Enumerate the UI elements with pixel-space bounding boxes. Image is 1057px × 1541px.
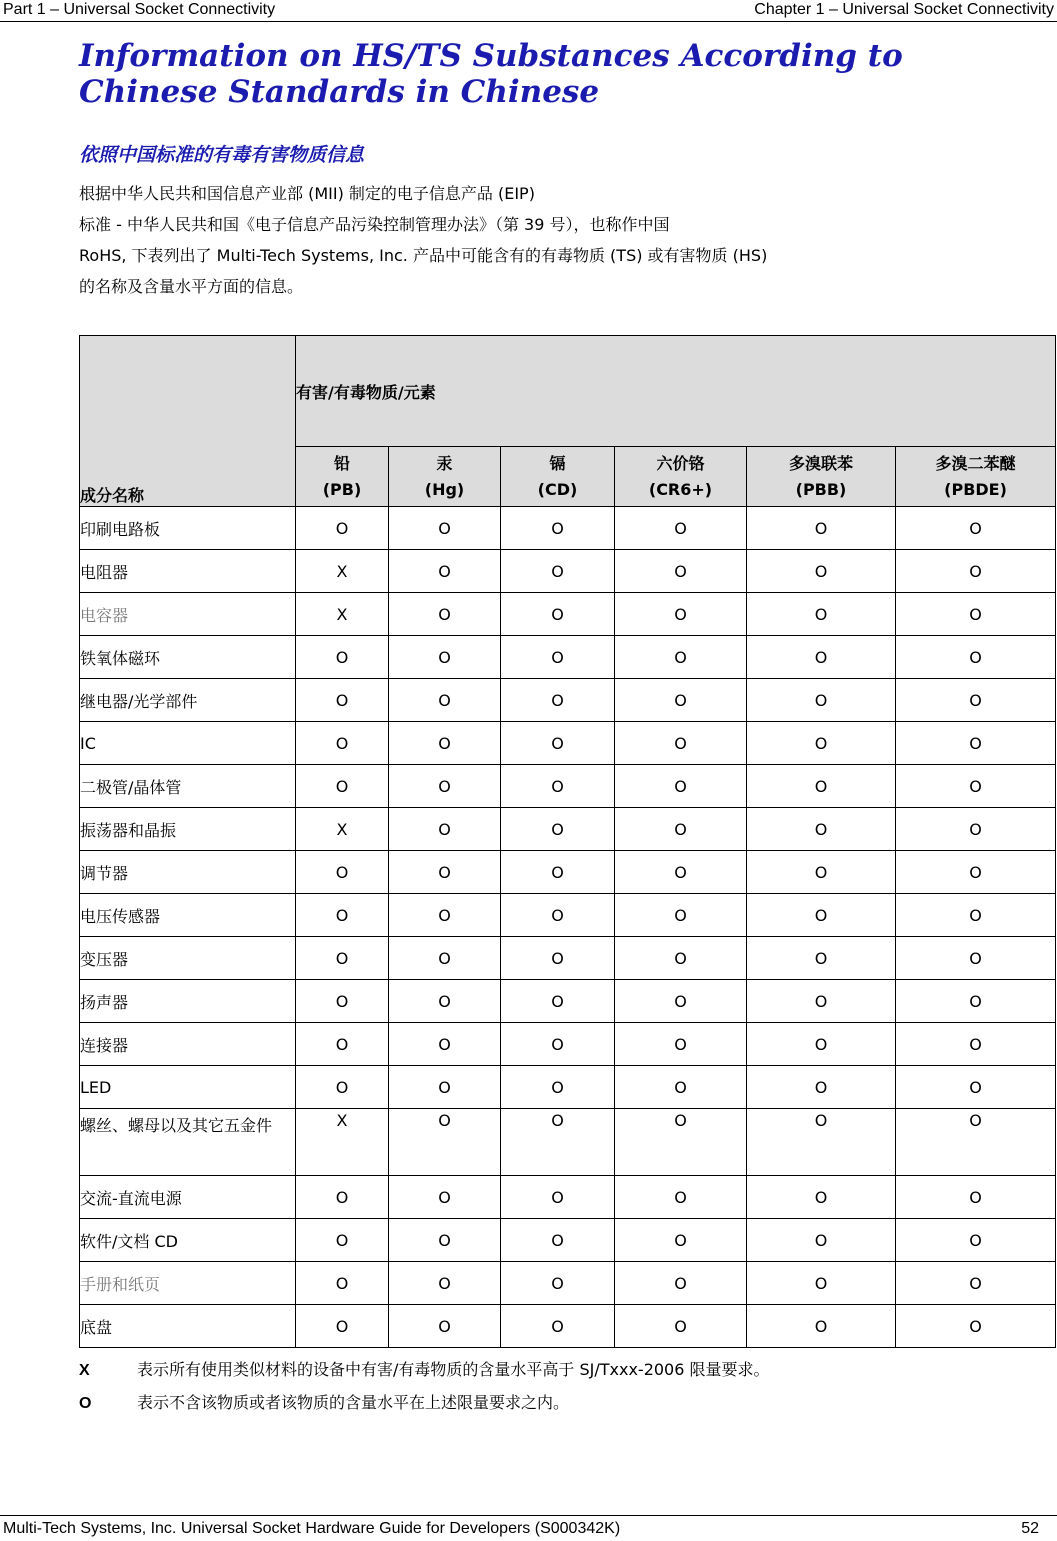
substance-value: O [615, 507, 747, 550]
substance-value: O [389, 1262, 501, 1305]
substance-value: O [501, 894, 615, 937]
element-header [896, 447, 1056, 507]
substance-value: O [501, 1176, 615, 1219]
substance-value: O [896, 1219, 1056, 1262]
substance-value: O [747, 808, 896, 851]
component-name: 手册和纸页 [80, 1262, 296, 1305]
substance-value: O [747, 722, 896, 765]
intro-line: 的名称及含量水平方面的信息。 [79, 277, 304, 296]
substance-value: O [896, 550, 1056, 593]
substance-value: O [896, 722, 1056, 765]
substance-value: O [896, 507, 1056, 550]
component-name: IC [80, 722, 296, 765]
table-row [80, 1262, 1056, 1305]
table-row [80, 1176, 1056, 1219]
component-name: 二极管/晶体管 [80, 765, 296, 808]
element-symbol: (CR6+) [648, 479, 713, 499]
substance-value: O [501, 636, 615, 679]
page-number: 52 [1021, 1520, 1039, 1537]
substance-value: O [615, 1305, 747, 1348]
component-name: 调节器 [80, 851, 296, 894]
table-row [80, 980, 1056, 1023]
element-symbol: (Hg) [424, 479, 465, 499]
element-header [389, 447, 501, 507]
substance-value: O [389, 1305, 501, 1348]
substance-value: O [615, 1109, 747, 1176]
substance-value: O [501, 937, 615, 980]
component-name: 变压器 [80, 937, 296, 980]
substance-value: O [389, 550, 501, 593]
substance-value: O [389, 980, 501, 1023]
element-header [501, 447, 615, 507]
substance-value: O [501, 1066, 615, 1109]
element-name: 六价铬 [656, 453, 705, 473]
intro-line: RoHS, 下表列出了 Multi-Tech Systems, Inc. 产品中可能含有的有毒物质 (TS) 或有害物质 (HS) [79, 246, 768, 265]
substance-value: O [501, 593, 615, 636]
element-header [747, 447, 896, 507]
substance-value: O [296, 1262, 389, 1305]
substance-value: O [747, 937, 896, 980]
substance-value: O [389, 851, 501, 894]
table-row [80, 507, 1056, 550]
substance-value: O [747, 593, 896, 636]
legend [79, 1353, 770, 1419]
substance-value: O [296, 507, 389, 550]
substance-value: O [896, 1305, 1056, 1348]
substance-value: O [296, 851, 389, 894]
substance-value: O [389, 1219, 501, 1262]
component-name: 振荡器和晶振 [80, 808, 296, 851]
substance-value: O [296, 1023, 389, 1066]
substance-value: O [501, 507, 615, 550]
component-name: 螺丝、螺母以及其它五金件 [80, 1109, 296, 1176]
substance-value: O [389, 894, 501, 937]
substance-value: O [747, 1109, 896, 1176]
element-header [296, 447, 389, 507]
substance-value: O [296, 980, 389, 1023]
substance-value: O [296, 765, 389, 808]
substance-value: O [615, 1066, 747, 1109]
substance-value: O [501, 980, 615, 1023]
table-row [80, 808, 1056, 851]
legend-symbol: O [79, 1395, 92, 1412]
element-name: 铅 [333, 453, 350, 473]
element-symbol: (PBDE) [944, 479, 1007, 499]
substance-value: O [896, 980, 1056, 1023]
substance-value: O [389, 593, 501, 636]
table-row [80, 937, 1056, 980]
component-name: 扬声器 [80, 980, 296, 1023]
substance-value: O [747, 636, 896, 679]
component-name: 软件/文档 CD [80, 1219, 296, 1262]
table-row [80, 1066, 1056, 1109]
table-row [80, 1219, 1056, 1262]
substance-value: O [747, 980, 896, 1023]
substance-value: O [896, 636, 1056, 679]
substance-value: O [389, 1176, 501, 1219]
substance-value: O [296, 1066, 389, 1109]
substance-value: O [615, 980, 747, 1023]
element-name: 汞 [436, 453, 453, 473]
header-part-title: Part 1 – Universal Socket Connectivity [3, 1, 276, 18]
substance-value: O [389, 1023, 501, 1066]
legend-symbol: X [79, 1362, 90, 1379]
table-row [80, 894, 1056, 937]
element-name: 镉 [549, 453, 566, 473]
substance-value: O [896, 1109, 1056, 1176]
page-header [0, 0, 1057, 22]
substance-value: O [389, 636, 501, 679]
substance-value: O [615, 808, 747, 851]
substance-value: O [896, 593, 1056, 636]
page-title: Information on HS/TS Substances According to Chinese Standards in Chinese [79, 38, 903, 110]
page-footer [0, 1515, 1057, 1541]
substance-group-header: 有害/有毒物质/元素 [296, 336, 1056, 447]
element-symbol: (CD) [537, 479, 578, 499]
substance-value: O [896, 808, 1056, 851]
component-name-header: 成分名称 [80, 336, 296, 507]
component-name: 电压传感器 [80, 894, 296, 937]
table-row [80, 851, 1056, 894]
substance-value: O [896, 937, 1056, 980]
component-name: 印刷电路板 [80, 507, 296, 550]
substance-value: O [389, 808, 501, 851]
element-symbol: (PBB) [795, 479, 847, 499]
footer-document-title: Multi-Tech Systems, Inc. Universal Socket Hardware Guide for Developers (S000342K) [3, 1520, 621, 1537]
substance-value: O [747, 1262, 896, 1305]
substance-value: X [296, 593, 389, 636]
substance-value: O [296, 1305, 389, 1348]
table-row [80, 1109, 1056, 1176]
component-name: 继电器/光学部件 [80, 679, 296, 722]
substance-value: O [296, 679, 389, 722]
legend-text: 表示不含该物质或者该物质的含量水平在上述限量要求之内。 [137, 1393, 570, 1412]
substance-value: O [296, 1219, 389, 1262]
substance-value: O [501, 1219, 615, 1262]
component-name: LED [80, 1066, 296, 1109]
substance-value: O [501, 808, 615, 851]
substance-value: O [389, 722, 501, 765]
substance-value: O [896, 1066, 1056, 1109]
substance-value: O [615, 765, 747, 808]
substance-value: O [896, 894, 1056, 937]
substance-value: X [296, 808, 389, 851]
substance-value: O [389, 1066, 501, 1109]
substance-value: O [615, 679, 747, 722]
substance-value: O [389, 765, 501, 808]
substance-value: O [501, 550, 615, 593]
substance-value: O [747, 1176, 896, 1219]
table-row [80, 765, 1056, 808]
element-header [615, 447, 747, 507]
substance-value: O [501, 679, 615, 722]
substance-value: O [501, 1305, 615, 1348]
component-name: 电容器 [80, 593, 296, 636]
substance-value: O [296, 636, 389, 679]
substance-value: O [615, 851, 747, 894]
table-row [80, 679, 1056, 722]
substance-value: O [896, 765, 1056, 808]
substance-value: O [896, 851, 1056, 894]
substance-value: O [896, 1262, 1056, 1305]
table-row [80, 593, 1056, 636]
substance-value: O [501, 722, 615, 765]
substance-value: O [747, 1023, 896, 1066]
element-symbol: (PB) [322, 479, 362, 499]
element-name: 多溴二苯醚 [935, 453, 1016, 473]
substance-value: O [615, 593, 747, 636]
substance-value: O [896, 1176, 1056, 1219]
substance-value: O [501, 1023, 615, 1066]
substance-value: O [896, 679, 1056, 722]
legend-item-x [79, 1353, 770, 1386]
substance-value: O [747, 765, 896, 808]
table-row [80, 722, 1056, 765]
substance-value: O [747, 894, 896, 937]
substance-value: O [501, 1262, 615, 1305]
substance-value: O [296, 894, 389, 937]
intro-line: 根据中华人民共和国信息产业部 (MII) 制定的电子信息产品 (EIP) [79, 184, 535, 203]
substance-value: O [615, 894, 747, 937]
substance-value: O [896, 1023, 1056, 1066]
substance-value: X [296, 550, 389, 593]
intro-paragraph [79, 178, 1029, 302]
substance-value: O [615, 1176, 747, 1219]
substance-value: O [615, 937, 747, 980]
substance-value: O [615, 1023, 747, 1066]
substance-value: O [389, 679, 501, 722]
substance-value: O [615, 1219, 747, 1262]
component-name: 电阻器 [80, 550, 296, 593]
substance-value: O [747, 679, 896, 722]
substance-value: O [389, 937, 501, 980]
chinese-subtitle: 依照中国标准的有毒有害物质信息 [79, 144, 365, 166]
substance-value: O [615, 636, 747, 679]
intro-line: 标准 - 中华人民共和国《电子信息产品污染控制管理办法》（第 39 号），也称作中国 [79, 215, 670, 234]
substance-value: O [747, 851, 896, 894]
substance-value: O [296, 722, 389, 765]
table-row [80, 1305, 1056, 1348]
substance-value: O [747, 1066, 896, 1109]
component-name: 铁氧体磁环 [80, 636, 296, 679]
header-chapter-title: Chapter 1 – Universal Socket Connectivity [754, 1, 1054, 18]
substance-value: O [615, 1262, 747, 1305]
substance-value: O [747, 507, 896, 550]
substance-value: O [747, 1219, 896, 1262]
substance-table-body [80, 507, 1056, 1348]
substance-value: O [747, 1305, 896, 1348]
substance-value: O [296, 937, 389, 980]
substance-value: O [389, 1109, 501, 1176]
substance-value: O [501, 851, 615, 894]
substance-value: O [615, 550, 747, 593]
table-row [80, 550, 1056, 593]
substance-value: X [296, 1109, 389, 1176]
component-name: 交流-直流电源 [80, 1176, 296, 1219]
table-row [80, 636, 1056, 679]
component-name: 连接器 [80, 1023, 296, 1066]
substance-table [79, 335, 1056, 1348]
element-name: 多溴联苯 [788, 453, 853, 473]
substance-value: O [501, 765, 615, 808]
substance-value: O [296, 1176, 389, 1219]
legend-item-o [79, 1386, 770, 1419]
substance-value: O [501, 1109, 615, 1176]
table-row [80, 1023, 1056, 1066]
legend-text: 表示所有使用类似材料的设备中有害/有毒物质的含量水平高于 SJ/Txxx-2006 限量要求。 [137, 1360, 770, 1379]
substance-value: O [389, 507, 501, 550]
substance-value: O [615, 722, 747, 765]
substance-value: O [747, 550, 896, 593]
component-name: 底盘 [80, 1305, 296, 1348]
